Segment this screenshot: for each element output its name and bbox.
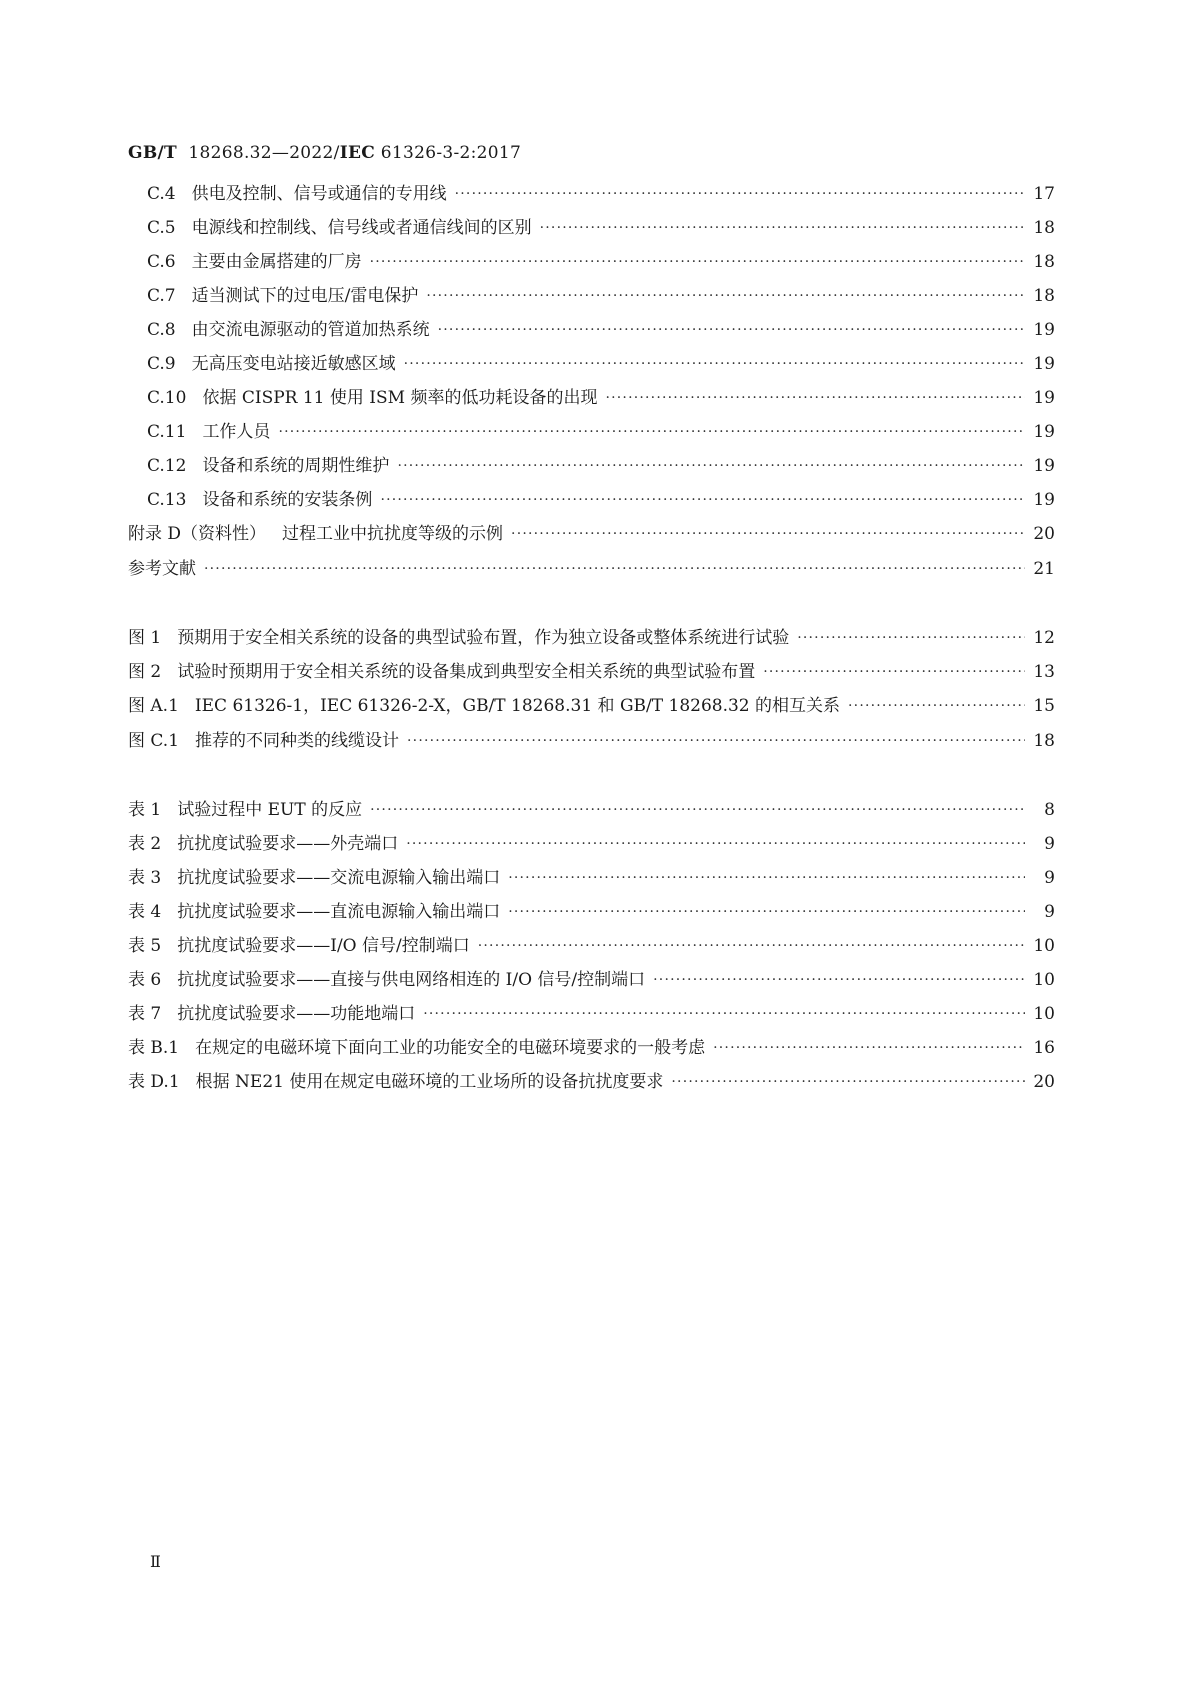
entry-page: 19 xyxy=(1033,490,1055,510)
entry-number: 表 3 xyxy=(128,868,162,888)
toc-entry-table-4[interactable] xyxy=(128,899,1055,925)
toc-entry-c12[interactable] xyxy=(147,453,1055,479)
entry-title: 推荐的不同种类的线缆设计 xyxy=(195,731,400,751)
toc-entry-table-5[interactable] xyxy=(128,933,1055,959)
dot-leader xyxy=(713,1035,1025,1061)
entry-title: 抗扰度试验要求——直接与供电网络相连的 I/O 信号/控制端口 xyxy=(177,970,646,990)
dot-leader xyxy=(511,521,1025,547)
entry-page: 20 xyxy=(1033,1072,1055,1092)
entry-page: 20 xyxy=(1033,524,1055,544)
entry-title: 预期用于安全相关系统的设备的典型试验布置，作为独立设备或整体系统进行试验 xyxy=(177,628,790,648)
entry-page: 17 xyxy=(1033,184,1055,204)
entry-page: 18 xyxy=(1033,286,1055,306)
entry-number: 图 1 xyxy=(128,628,162,648)
dot-leader xyxy=(438,317,1025,343)
entry-page: 13 xyxy=(1033,662,1055,682)
dot-leader xyxy=(397,453,1025,479)
toc-entry-c5[interactable] xyxy=(147,215,1055,241)
toc-entry-table-2[interactable] xyxy=(128,831,1055,857)
entry-page: 12 xyxy=(1033,628,1055,648)
entry-page: 9 xyxy=(1044,868,1055,888)
entry-number: C.6 xyxy=(147,252,176,272)
entry-page: 10 xyxy=(1033,970,1055,990)
entry-title: 设备和系统的安装条例 xyxy=(202,490,373,510)
entry-title: 抗扰度试验要求——直流电源输入输出端口 xyxy=(177,902,501,922)
entry-title: 工作人员 xyxy=(202,422,271,442)
toc-entry-c4[interactable] xyxy=(147,181,1055,207)
dot-leader xyxy=(404,351,1025,377)
entry-title: 由交流电源驱动的管道加热系统 xyxy=(191,320,430,340)
entry-page: 10 xyxy=(1033,936,1055,956)
entry-page: 19 xyxy=(1033,320,1055,340)
entry-number: 表 4 xyxy=(128,902,162,922)
entry-title: 过程工业中抗扰度等级的示例 xyxy=(282,524,504,544)
page-number: Ⅱ xyxy=(150,1552,161,1571)
entry-page: 15 xyxy=(1033,696,1055,716)
entry-title: 根据 NE21 使用在规定电磁环境的工业场所的设备抗扰度要求 xyxy=(195,1072,664,1092)
toc-entry-table-7[interactable] xyxy=(128,1001,1055,1027)
dot-leader xyxy=(455,181,1025,207)
dot-leader xyxy=(508,899,1025,925)
entry-number: 表 2 xyxy=(128,834,162,854)
toc-entry-figure-c1[interactable] xyxy=(128,728,1055,754)
dot-leader xyxy=(763,659,1025,685)
dot-leader xyxy=(848,693,1025,719)
entry-page: 19 xyxy=(1033,422,1055,442)
toc-entry-c7[interactable] xyxy=(147,283,1055,309)
toc-entry-table-6[interactable] xyxy=(128,967,1055,993)
toc-entry-figure-a1[interactable] xyxy=(128,693,1055,719)
entry-page: 18 xyxy=(1033,252,1055,272)
entry-title: 设备和系统的周期性维护 xyxy=(202,456,390,476)
entry-page: 10 xyxy=(1033,1004,1055,1024)
entry-number: 表 D.1 xyxy=(128,1072,180,1092)
toc-entry-c6[interactable] xyxy=(147,249,1055,275)
entry-number: 附录 D（资料性） xyxy=(128,524,267,544)
entry-number: C.10 xyxy=(147,388,187,408)
entry-title: 抗扰度试验要求——外壳端口 xyxy=(177,834,399,854)
entry-number: C.7 xyxy=(147,286,176,306)
dot-leader xyxy=(426,283,1025,309)
entry-number: 表 5 xyxy=(128,936,162,956)
entry-title: 在规定的电磁环境下面向工业的功能安全的电磁环境要求的一般考虑 xyxy=(195,1038,706,1058)
dot-leader xyxy=(797,625,1025,651)
entry-number: C.11 xyxy=(147,422,187,442)
entry-title: 适当测试下的过电压/雷电保护 xyxy=(191,286,419,306)
entry-number: C.12 xyxy=(147,456,187,476)
toc-entry-figure-1[interactable] xyxy=(128,625,1055,651)
toc-entry-appendix-d[interactable] xyxy=(128,521,1055,547)
entry-number: 表 B.1 xyxy=(128,1038,180,1058)
toc-entry-table-b1[interactable] xyxy=(128,1035,1055,1061)
toc-entry-table-d1[interactable] xyxy=(128,1069,1055,1095)
entry-page: 16 xyxy=(1033,1038,1055,1058)
toc-entry-c9[interactable] xyxy=(147,351,1055,377)
dot-leader xyxy=(605,385,1025,411)
standard-prefix: GB/T xyxy=(128,143,177,163)
entry-title: 试验时预期用于安全相关系统的设备集成到典型安全相关系统的典型试验布置 xyxy=(177,662,756,682)
entry-page: 19 xyxy=(1033,456,1055,476)
dot-leader xyxy=(540,215,1025,241)
dot-leader xyxy=(370,797,1025,823)
entry-title: 无高压变电站接近敏感区域 xyxy=(191,354,396,374)
dot-leader xyxy=(370,249,1025,275)
toc-entry-c11[interactable] xyxy=(147,419,1055,445)
toc-entry-c10[interactable] xyxy=(147,385,1055,411)
entry-title: 参考文献 xyxy=(128,559,196,579)
entry-number: 表 7 xyxy=(128,1004,162,1024)
toc-entry-figure-2[interactable] xyxy=(128,659,1055,685)
document-header xyxy=(128,143,521,163)
entry-page: 9 xyxy=(1044,902,1055,922)
entry-page: 8 xyxy=(1044,800,1055,820)
entry-title: 供电及控制、信号或通信的专用线 xyxy=(191,184,447,204)
entry-page: 18 xyxy=(1033,731,1055,751)
toc-entry-c8[interactable] xyxy=(147,317,1055,343)
entry-page: 21 xyxy=(1033,559,1055,579)
toc-entry-references[interactable] xyxy=(128,556,1055,582)
iec-code: 61326-3-2:2017 xyxy=(380,143,522,163)
dot-leader xyxy=(406,831,1025,857)
entry-title: 试验过程中 EUT 的反应 xyxy=(177,800,363,820)
dot-leader xyxy=(478,933,1025,959)
dot-leader xyxy=(423,1001,1025,1027)
dot-leader xyxy=(508,865,1025,891)
dot-leader xyxy=(653,967,1025,993)
toc-entry-table-3[interactable] xyxy=(128,865,1055,891)
dot-leader xyxy=(204,556,1025,582)
entry-number: 图 2 xyxy=(128,662,162,682)
entry-number: 表 1 xyxy=(128,800,162,820)
dot-leader xyxy=(671,1069,1025,1095)
dot-leader xyxy=(380,487,1025,513)
entry-page: 19 xyxy=(1033,388,1055,408)
standard-code: 18268.32—2022/ xyxy=(188,143,340,163)
entry-title: 抗扰度试验要求——交流电源输入输出端口 xyxy=(177,868,501,888)
iec-prefix: IEC xyxy=(339,143,376,163)
entry-title: 电源线和控制线、信号线或者通信线间的区别 xyxy=(191,218,532,238)
entry-title: 主要由金属搭建的厂房 xyxy=(191,252,362,272)
entry-number: C.9 xyxy=(147,354,176,374)
entry-number: 表 6 xyxy=(128,970,162,990)
toc-entry-c13[interactable] xyxy=(147,487,1055,513)
entry-page: 19 xyxy=(1033,354,1055,374)
entry-page: 18 xyxy=(1033,218,1055,238)
entry-page: 9 xyxy=(1044,834,1055,854)
dot-leader xyxy=(407,728,1025,754)
entry-title: 依据 CISPR 11 使用 ISM 频率的低功耗设备的出现 xyxy=(202,388,598,408)
entry-number: 图 A.1 xyxy=(128,696,179,716)
entry-number: C.5 xyxy=(147,218,176,238)
dot-leader xyxy=(278,419,1025,445)
entry-title: 抗扰度试验要求——功能地端口 xyxy=(177,1004,416,1024)
entry-number: 图 C.1 xyxy=(128,731,180,751)
entry-number: C.4 xyxy=(147,184,176,204)
toc-entry-table-1[interactable] xyxy=(128,797,1055,823)
entry-number: C.13 xyxy=(147,490,187,510)
entry-title: 抗扰度试验要求——I/O 信号/控制端口 xyxy=(177,936,470,956)
entry-title: IEC 61326-1，IEC 61326-2-X，GB/T 18268.31 和 GB/T 18268.32 的相互关系 xyxy=(194,696,841,716)
entry-number: C.8 xyxy=(147,320,176,340)
